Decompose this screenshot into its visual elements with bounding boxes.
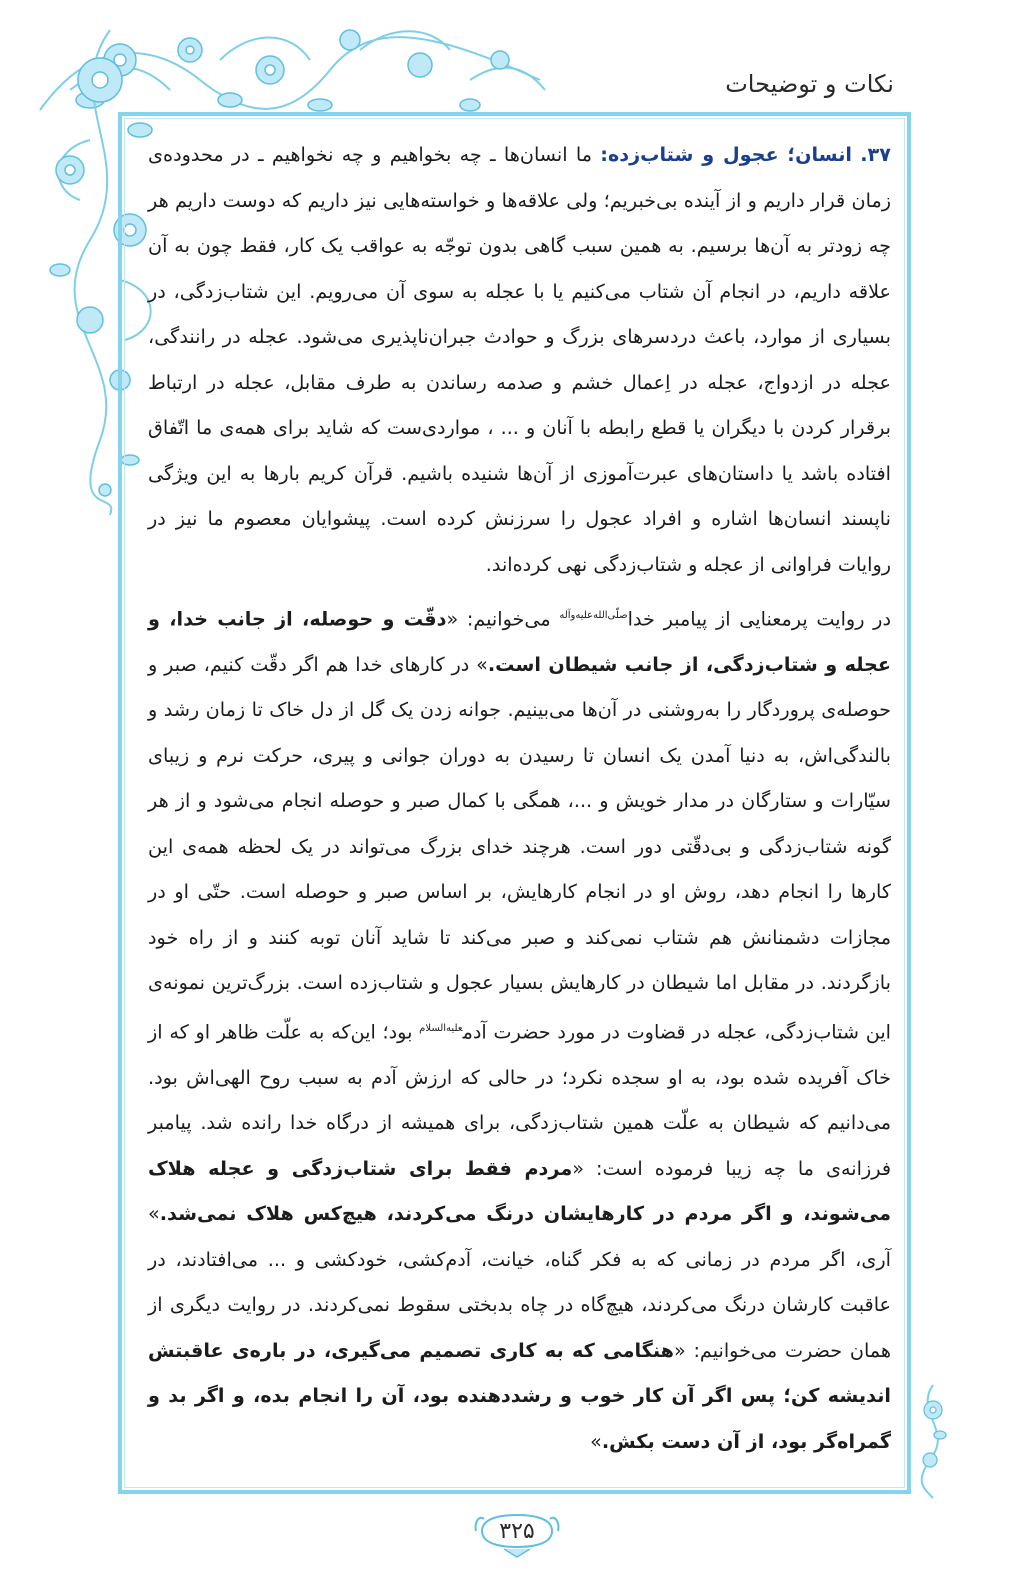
paragraph-text: » آری، اگر مردم در زمانی که به فکر گناه، خیانت، آدم‌کشی، خودکشی و ... می‌افتادند، در عاقبت کارشان درنگ می‌کردند، هیچ‌گاه در چاه بدبختی سقوط نمی‌کردند. در روایت دیگری از همان حضرت می‌خوانیم: « (148, 1202, 892, 1362)
alayhi-salam-symbol: علیه‌السلام (419, 1022, 463, 1034)
page-number-badge (474, 1511, 560, 1559)
hadith-quote: دقّت و حوصله، از جانب خدا، و عجله و شتاب‌زدگی، از جانب شیطان است. (148, 607, 891, 676)
paragraph-text: می‌خوانیم: « (446, 607, 560, 631)
section-title: نکات و توضیحات (725, 70, 894, 98)
paragraph-text: » در کارهای خدا هم اگر دقّت کنیم، صبر و حوصله‌ی پروردگار را به‌روشنی در آن‌ها می‌بینیم. جوانه زدن یک گل از دل خاک تا زمان رشد و بالندگی‌اش، به دنیا آمدن یک انسان تا رسیدن به دوران جوانی و پیری، حرکت نرم و زیبای سیّارات و ستارگان در مدار خویش و ...، همگی با کمال صبر و حوصله انجام می‌شود و از هر گونه شتاب‌زدگی و بی‌دقّتی دور است. هرچند خدای بزرگ می‌تواند در یک لحظه همه‌ی این کارها را انجام دهد، روش او در انجام کارهایش، بر اساس صبر و حوصله است. حتّی او در مجازات دشمنانش هم شتاب نمی‌کند و صبر می‌کند تا شاید آنان توبه کنند و از راه خود بازگردند. در مقابل اما شیطان در کارهایش بسیار عجول و شتاب‌زده است. بزرگ‌ترین نمونه‌ی این شتاب‌زدگی، عجله در قضاوت در مورد حضرت آدم (148, 652, 891, 1044)
hadith-quote: هنگامی که به کاری تصمیم می‌گیری، در باره‌ی عاقبتش اندیشه کن؛ پس اگر آن کار خوب و رشددهنده بود، آن را انجام بده، و اگر بد و گمراه‌گر بود، از آن دست بکش. (148, 1338, 891, 1453)
page-number: ۳۲۵ (499, 1518, 535, 1544)
paragraph-text: » (590, 1429, 602, 1453)
floral-ornament-bottom-right (910, 1380, 956, 1500)
paragraph-narration (148, 593, 891, 1464)
paragraph-text: در روایت پرمعنایی از پیامبر خدا (627, 607, 891, 631)
hadith-quote: مردم فقط برای شتاب‌زدگی و عجله هلاک می‌شوند، و اگر مردم در کارهایشان درنگ می‌کردند، هیچ‌کس هلاک نمی‌شد. (148, 1156, 891, 1226)
salawat-symbol: صلّی‌الله‌علیه‌وآله (559, 610, 628, 621)
paragraph-text: ما انسان‌ها ـ چه بخواهیم و چه نخواهیم ـ در محدوده‌ی زمان قرار داریم و از آینده بی‌خبریم؛ ولی علاقه‌ها و خواسته‌هایی نیز داریم که دوست داریم هر چه زودتر به آن‌ها برسیم. به همین سبب گاهی بدون توجّه به عواقب یک کار، فقط چون به آن علاقه داریم، در انجام آن شتاب می‌کنیم یا با عجله به سوی آن می‌رویم. این شتاب‌زدگی، در بسیاری از موارد، باعث دردسرهای بزرگ و حوادث جبران‌ناپذیری می‌شود. عجله در رانندگی، عجله در ازدواج، عجله در اِعمال خشم و صدمه رساندن به طرف مقابل، عجله در ارتباط برقرار کردن با دیگران یا قطع رابطه با آنان و ... ، مواردی‌ست که شاید برای همه‌ی ما اتّفاق افتاده باشد یا داستان‌های عبرت‌آموزی از آن‌ها شنیده باشیم. قرآن کریم بارها به این ویژگی ناپسند انسان‌ها اشاره و افراد عجول را سرزنش کرده است. پیشوایان معصوم ما نیز در روایات فراوانی از عجله و شتاب‌زدگی نهی کرده‌اند. (148, 143, 891, 576)
paragraph-note-37 (148, 132, 891, 587)
note-number: ۳۷. (860, 143, 891, 166)
page-body (148, 132, 891, 1470)
note-heading: انسان؛ عجول و شتاب‌زده: (600, 143, 852, 166)
paragraph-text: بود؛ این‌که به علّت ظاهر او که از خاک آفریده شده بود، به او سجده نکرد؛ در حالی که ارزش آدم به سبب روح الهی‌اش بود. می‌دانیم که شیطان به علّت همین شتاب‌زدگی، برای همیشه از درگاه خدا رانده شد. پیامبر فرزانه‌ی ما چه زیبا فرموده است: « (148, 1020, 892, 1180)
